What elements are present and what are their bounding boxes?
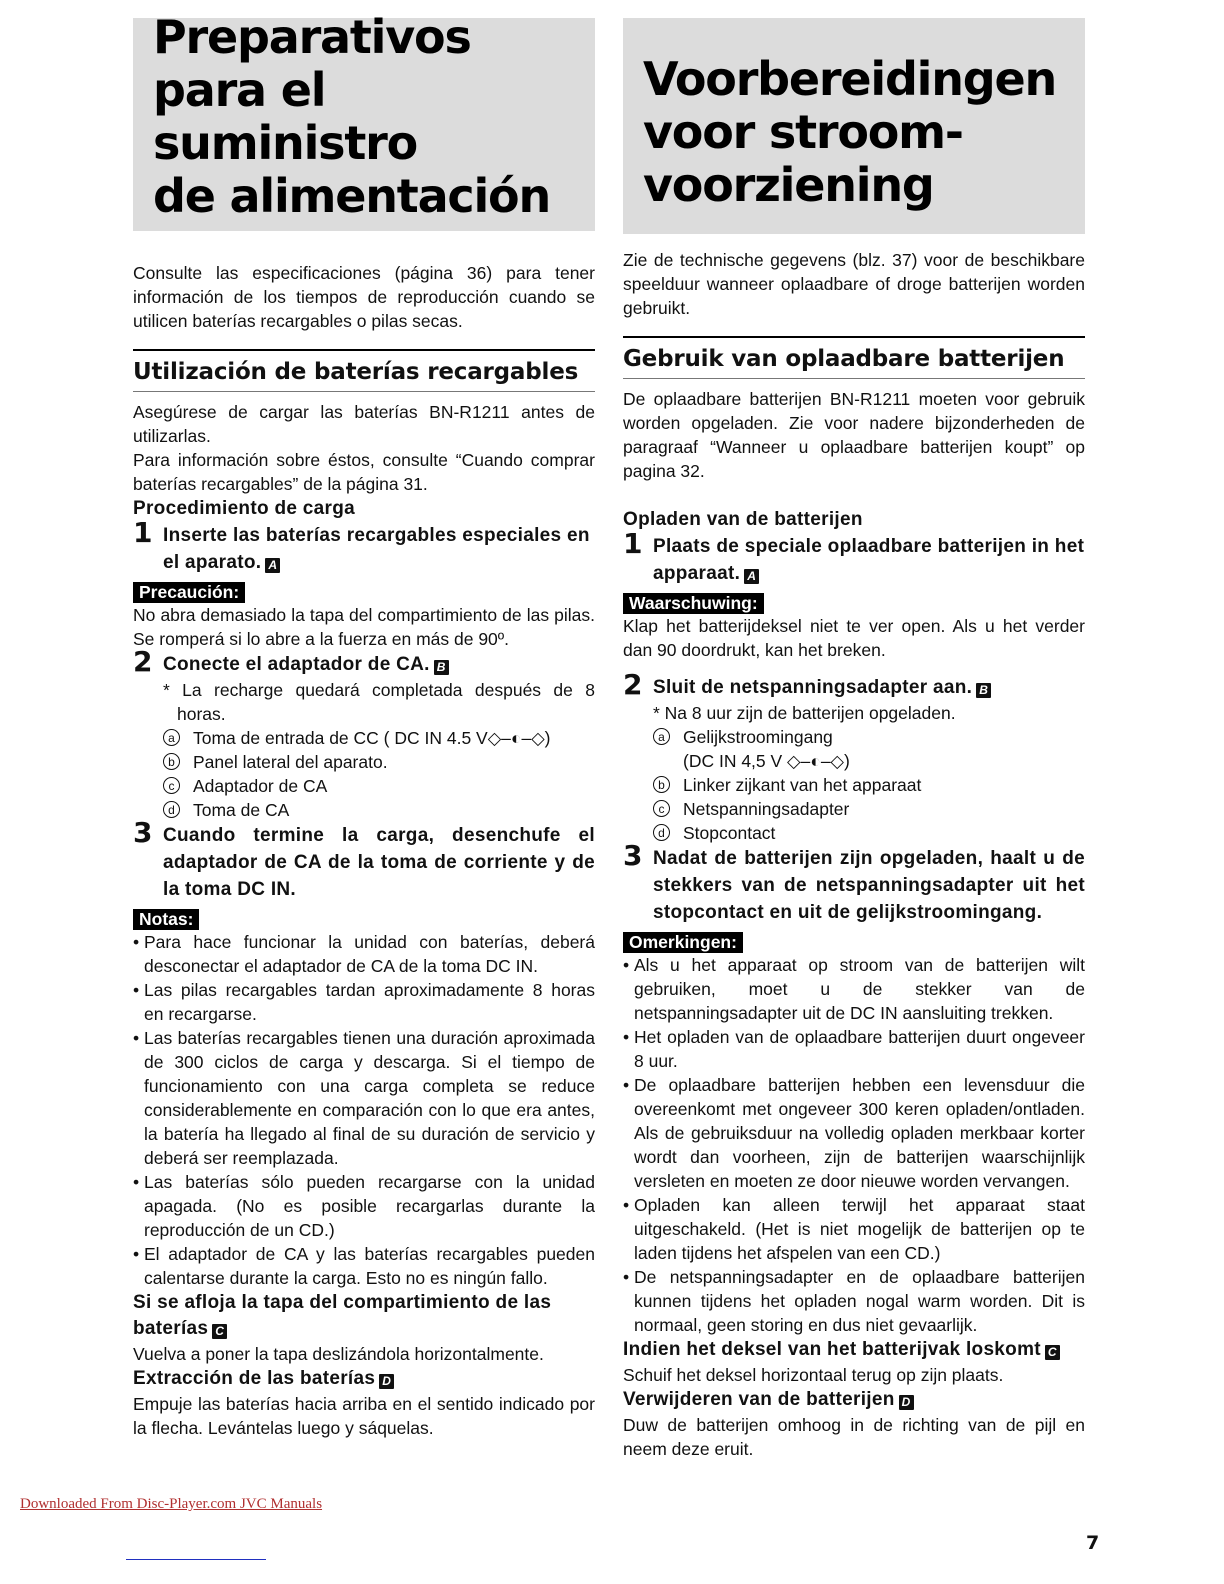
note-item: • De netspanningsadapter en de oplaadbare batterijen kunnen tijdens het opladen nogal warm worden. Dit is normaal, geen storing en dus niet gevaarlijk.	[623, 1265, 1085, 1337]
remove-batteries-heading: Extracción de las baterías D	[133, 1366, 595, 1392]
caution-label: Precaución:	[133, 582, 245, 603]
step-number: 3	[133, 816, 153, 849]
circled-letter-icon: a	[653, 728, 670, 745]
intro-text: Zie de technische gegevens (blz. 37) voor de beschikbare speelduur wanneer oplaadbare of droge batterijen worden gebruikt.	[623, 250, 1085, 318]
step-number: 1	[133, 516, 153, 549]
notes-label: Notas:	[133, 909, 199, 930]
section-heading: Utilización de baterías recargables	[133, 349, 595, 392]
figure-d-icon: D	[899, 1395, 914, 1410]
legend-item: b Panel lateral del aparato.	[163, 750, 595, 774]
note-item: • Als u het apparaat op stroom van de batterijen wilt gebruiken, moet u de stekker van de netspanningsadapter uit de DC IN aansluiting trekken.	[623, 953, 1085, 1025]
note-item: • El adaptador de CA y las baterías recargables pueden calentarse durante la carga. Esto no es ningún fallo.	[133, 1242, 595, 1290]
legend-item: a Toma de entrada de CC ( DC IN 4.5 V◇–◐–◇)	[163, 726, 595, 750]
note-item: • Las pilas recargables tardan aproximadamente 8 horas en recargarse.	[133, 978, 595, 1026]
download-source-link[interactable]: Downloaded From Disc-Player.com JVC Manuals	[20, 1496, 323, 1512]
step-3: 3 Cuando termine la carga, desenchufe el adaptador de CA de la toma de corriente y de la toma DC IN.	[133, 816, 595, 900]
notes-list	[623, 953, 1085, 1337]
section-paragraph: De oplaadbare batterijen BN-R1211 moeten voor gebruik worden opgeladen. Zie voor nadere bijzonderheden de paragraaf “Wanneer u oplaadbare batterijen koupt” op pagina 32.	[623, 389, 1085, 481]
procedure-heading: Opladen van de batterijen	[623, 509, 863, 530]
section-paragraph: Asegúrese de cargar las baterías BN-R1211 antes de utilizarlas.	[133, 402, 595, 446]
spanish-column	[133, 10, 595, 1440]
step-3: 3 Nadat de batterijen zijn opgeladen, haalt u de stekkers van de netspanningsadapter uit het stopcontact en uit de gelijkstroomingang.	[623, 839, 1085, 923]
circled-letter-icon: b	[653, 776, 670, 793]
figure-a-icon: A	[265, 558, 280, 573]
step-number: 2	[133, 645, 153, 678]
note-item: • Para hace funcionar la unidad con baterías, deberá desconectar el adaptador de CA de la toma DC IN.	[133, 930, 595, 978]
step-number: 1	[623, 527, 643, 560]
section-heading: Gebruik van oplaadbare batterijen	[623, 336, 1085, 379]
procedure-heading: Procedimiento de carga	[133, 498, 356, 519]
caution-label: Waarschuwing:	[623, 593, 764, 614]
circled-letter-icon: a	[163, 729, 180, 746]
intro-text: Consulte las especificaciones (página 36) para tener información de los tiempos de reproducción cuando se utilicen baterías recargables o pilas secas.	[133, 263, 595, 331]
legend-item: c Netspanningsadapter	[653, 797, 1085, 821]
step-number: 3	[623, 839, 643, 872]
figure-legend	[623, 725, 1085, 845]
caution-text: No abra demasiado la tapa del compartimiento de las pilas. Se romperá si lo abre a la fuerza en más de 90º.	[133, 605, 595, 649]
section-paragraph: Para información sobre éstos, consulte “Cuando comprar baterías recargables” de la página 31.	[133, 450, 595, 494]
loose-cover-text: Schuif het deksel horizontaal terug op zijn plaats.	[623, 1365, 1004, 1385]
loose-cover-heading: Si se afloja la tapa del compartimiento de las baterías C	[133, 1292, 552, 1339]
caution-text: Klap het batterijdeksel niet te ver open. Als u het verder dan 90 doordrukt, kan het breken.	[623, 616, 1085, 660]
circled-letter-icon: b	[163, 753, 180, 770]
figure-legend	[133, 726, 595, 822]
circled-letter-icon: d	[653, 824, 670, 841]
step-note: * La recharge quedará completada después de 8 horas.	[163, 680, 595, 724]
footer-divider	[126, 1559, 266, 1560]
legend-item: d Stopcontact	[653, 821, 1085, 845]
figure-b-icon: B	[976, 683, 991, 698]
page-title-nl: Voorbereidingen voor stroom- voorziening	[643, 52, 1057, 212]
note-item: • Las baterías recargables tienen una duración aproximada de 300 ciclos de carga y descarga. Si el tiempo de funcionamiento con una carga completa se reduce considerablemente en comparación con lo que era antes, la batería ha llegado al final de su duración de servicio y deberá ser reemplazada.	[133, 1026, 595, 1170]
notes-list	[133, 930, 595, 1290]
figure-a-icon: A	[744, 569, 759, 584]
circled-letter-icon: c	[163, 777, 180, 794]
note-item: • De oplaadbare batterijen hebben een levensduur die overeenkomt met ongeveer 300 keren opladen/ontladen. Als de gebruiksduur na volledig opladen merkbaar korter wordt dan voorheen, zijn de batterijen waarschijnlijk versleten en moeten ze door nieuwe worden vervangen.	[623, 1073, 1085, 1193]
note-item: • Opladen kan alleen terwijl het apparaat staat uitgeschakeld. (Het is niet mogelijk de batterijen op te laden tijdens het afspelen van een CD.)	[623, 1193, 1085, 1265]
note-item: • Het opladen van de oplaadbare batterijen duurt ongeveer 8 uur.	[623, 1025, 1085, 1073]
dutch-title-box	[623, 18, 1085, 234]
figure-c-icon: C	[1045, 1345, 1060, 1360]
step-2: 2 Sluit de netspanningsadapter aan. B	[623, 674, 1085, 701]
page-number: 7	[1086, 1532, 1100, 1554]
legend-item: b Linker zijkant van het apparaat	[653, 773, 1085, 797]
figure-b-icon: B	[434, 660, 449, 675]
remove-batteries-text: Duw de batterijen omhoog in de richting van de pijl en neem deze eruit.	[623, 1415, 1085, 1459]
figure-d-icon: D	[379, 1374, 394, 1389]
spanish-title-box	[133, 10, 595, 231]
loose-cover-heading: Indien het deksel van het batterijvak loskomt C	[623, 1337, 1085, 1363]
note-item: • Las baterías sólo pueden recargarse con la unidad apagada. (No es posible recargarlas durante la reproducción de un CD.)	[133, 1170, 595, 1242]
remove-batteries-text: Empuje las baterías hacia arriba en el sentido indicado por la flecha. Levántelas luego y sáquelas.	[133, 1394, 595, 1438]
step-1: 1 Plaats de speciale oplaadbare batterijen in het apparaat. A	[623, 527, 1085, 584]
legend-item: d Toma de CA	[163, 798, 595, 822]
dutch-column	[623, 18, 1085, 1461]
notes-label: Omerkingen:	[623, 932, 743, 953]
figure-c-icon: C	[212, 1324, 227, 1339]
remove-batteries-heading: Verwijderen van de batterijen D	[623, 1387, 1085, 1413]
legend-item: c Adaptador de CA	[163, 774, 595, 798]
loose-cover-text: Vuelva a poner la tapa deslizándola horizontalmente.	[133, 1344, 544, 1364]
step-number: 2	[623, 668, 643, 701]
legend-item: a Gelijkstroomingang	[653, 725, 1085, 749]
legend-item: (DC IN 4,5 V ◇–◐–◇)	[683, 751, 850, 771]
circled-letter-icon: c	[653, 800, 670, 817]
circled-letter-icon: d	[163, 801, 180, 818]
step-note: * Na 8 uur zijn de batterijen opgeladen.	[653, 703, 956, 723]
page-title-es: Preparativos para el suministro de alimentación	[153, 10, 551, 223]
step-1: 1 Inserte las baterías recargables especiales en el aparato. A	[133, 516, 590, 573]
step-2: 2 Conecte el adaptador de CA. B	[133, 651, 595, 678]
